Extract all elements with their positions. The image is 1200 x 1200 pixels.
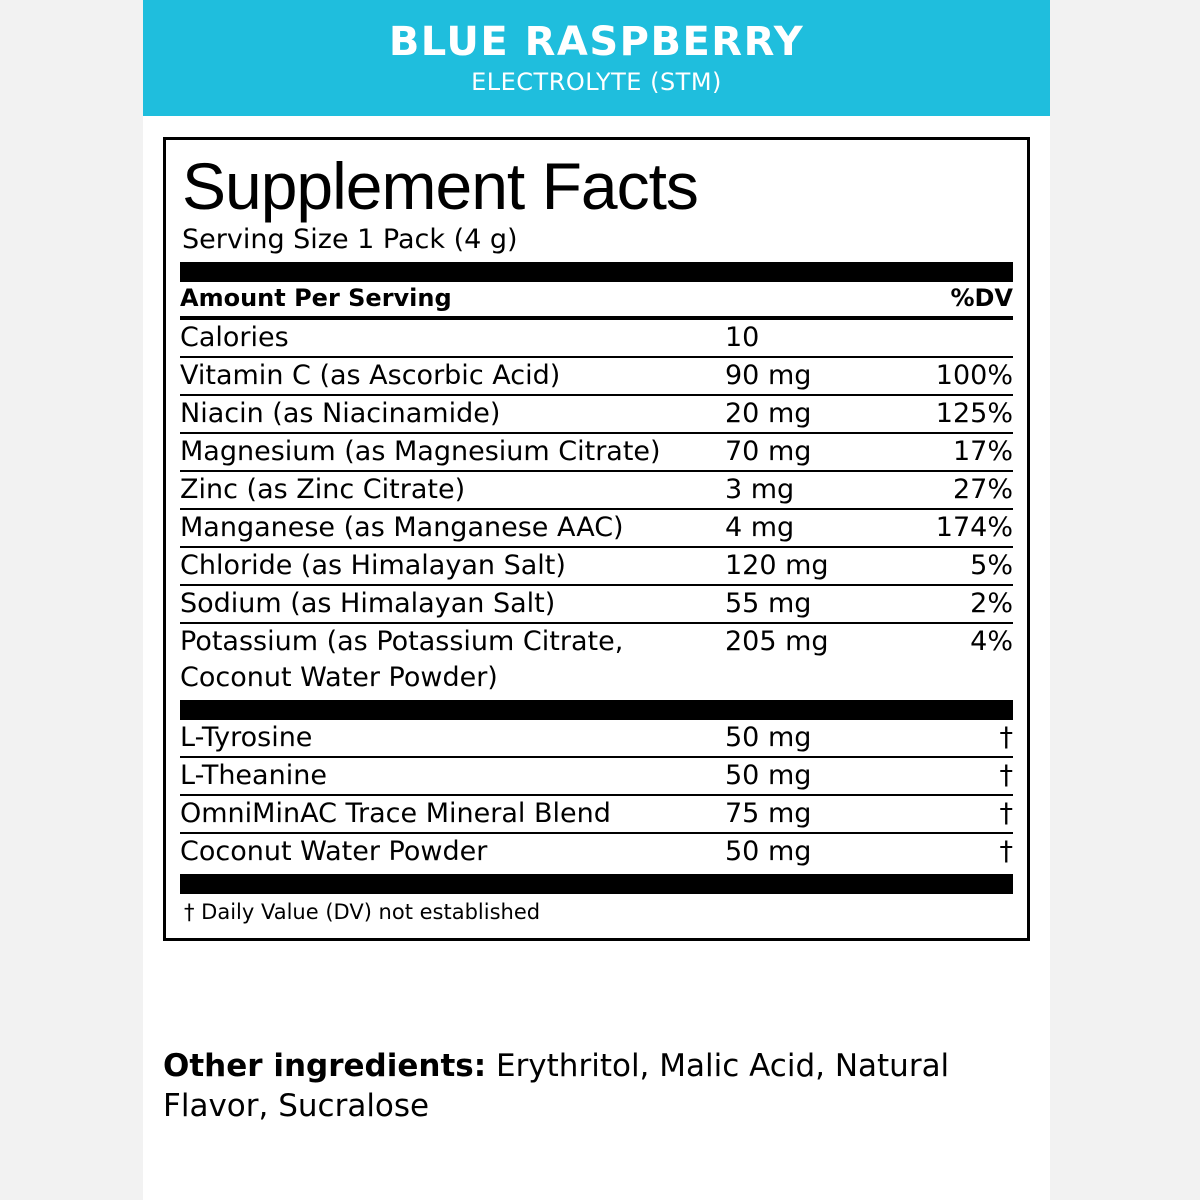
ingredient-dv: † bbox=[925, 795, 1013, 833]
nutrient-amount: 20 mg bbox=[725, 395, 925, 433]
nutrient-name: Manganese (as Manganese AAC) bbox=[180, 509, 725, 547]
blend-table bbox=[180, 720, 1013, 870]
other-ingredients-label: Other ingredients: bbox=[163, 1048, 487, 1084]
dv-header: %DV bbox=[925, 282, 1013, 318]
product-flavor-title: BLUE RASPBERRY bbox=[388, 19, 805, 65]
nutrient-name: Sodium (as Himalayan Salt) bbox=[180, 585, 725, 623]
panel-bottom-bar bbox=[180, 874, 1013, 894]
ingredient-dv: † bbox=[999, 836, 1013, 867]
nutrient-name: Vitamin C (as Ascorbic Acid) bbox=[180, 357, 725, 395]
supplement-facts-panel bbox=[163, 137, 1030, 941]
table-row bbox=[180, 623, 1013, 660]
nutrient-dv: 125% bbox=[925, 395, 1013, 433]
nutrient-amount: 90 mg bbox=[725, 357, 925, 395]
panel-mid-bar bbox=[180, 700, 1013, 720]
ingredient-dv: † bbox=[925, 720, 1013, 757]
table-row bbox=[180, 547, 1013, 585]
nutrient-dv bbox=[925, 318, 1013, 357]
daily-value-footnote: † Daily Value (DV) not established bbox=[184, 900, 541, 924]
table-header-row bbox=[180, 282, 1013, 318]
nutrient-dv: 17% bbox=[925, 433, 1013, 471]
nutrient-name-continued: Coconut Water Powder) bbox=[180, 662, 498, 693]
amount-per-serving-header: Amount Per Serving bbox=[180, 282, 725, 318]
ingredient-name: L-Tyrosine bbox=[180, 720, 725, 757]
product-banner bbox=[143, 0, 1050, 116]
ingredient-amount: 50 mg bbox=[725, 720, 925, 757]
table-row-continuation bbox=[180, 660, 1013, 696]
ingredient-amount: 75 mg bbox=[725, 795, 925, 833]
nutrient-amount: 120 mg bbox=[725, 547, 925, 585]
ingredient-amount: 50 mg bbox=[725, 836, 812, 867]
nutrient-name: Calories bbox=[180, 318, 725, 357]
amount-col-spacer bbox=[725, 282, 925, 318]
table-row bbox=[180, 795, 1013, 833]
ingredient-name: L-Theanine bbox=[180, 757, 725, 795]
ingredient-name: OmniMinAC Trace Mineral Blend bbox=[180, 795, 725, 833]
table-row bbox=[180, 471, 1013, 509]
panel-top-bar bbox=[180, 262, 1013, 282]
nutrient-dv: 4% bbox=[970, 626, 1013, 657]
nutrient-name: Niacin (as Niacinamide) bbox=[180, 395, 725, 433]
table-row bbox=[180, 357, 1013, 395]
nutrient-amount: 10 bbox=[725, 318, 925, 357]
table-row bbox=[180, 433, 1013, 471]
ingredient-amount: 50 mg bbox=[725, 757, 925, 795]
table-row bbox=[180, 833, 1013, 870]
table-row bbox=[180, 318, 1013, 357]
nutrients-table bbox=[180, 282, 1013, 696]
product-type-subtitle: ELECTROLYTE (STM) bbox=[471, 68, 722, 96]
dv-empty bbox=[925, 660, 1013, 696]
nutrient-amount: 70 mg bbox=[725, 433, 925, 471]
nutrient-dv: 100% bbox=[925, 357, 1013, 395]
nutrient-name: Chloride (as Himalayan Salt) bbox=[180, 547, 725, 585]
amount-empty bbox=[725, 660, 925, 696]
ingredient-dv: † bbox=[925, 757, 1013, 795]
table-row bbox=[180, 720, 1013, 757]
nutrient-dv: 5% bbox=[925, 547, 1013, 585]
nutrient-amount: 205 mg bbox=[725, 626, 829, 657]
nutrient-name: Magnesium (as Magnesium Citrate) bbox=[180, 433, 725, 471]
nutrient-dv: 2% bbox=[925, 585, 1013, 623]
table-row bbox=[180, 585, 1013, 623]
nutrient-name: Zinc (as Zinc Citrate) bbox=[180, 471, 725, 509]
other-ingredients-value: Erythritol, Malic Acid, Natural Flavor, Sucralose bbox=[163, 1048, 950, 1124]
nutrient-dv: 174% bbox=[925, 509, 1013, 547]
ingredient-name: Coconut Water Powder bbox=[180, 836, 488, 867]
table-row bbox=[180, 509, 1013, 547]
table-row bbox=[180, 757, 1013, 795]
nutrient-dv: 27% bbox=[925, 471, 1013, 509]
nutrient-amount: 55 mg bbox=[725, 585, 925, 623]
panel-title: Supplement Facts bbox=[182, 149, 698, 223]
nutrient-amount: 3 mg bbox=[725, 471, 925, 509]
table-row bbox=[180, 395, 1013, 433]
nutrient-name: Potassium (as Potassium Citrate, bbox=[180, 626, 624, 657]
other-ingredients bbox=[163, 1046, 1023, 1126]
serving-size: Serving Size 1 Pack (4 g) bbox=[182, 224, 518, 255]
nutrient-amount: 4 mg bbox=[725, 509, 925, 547]
